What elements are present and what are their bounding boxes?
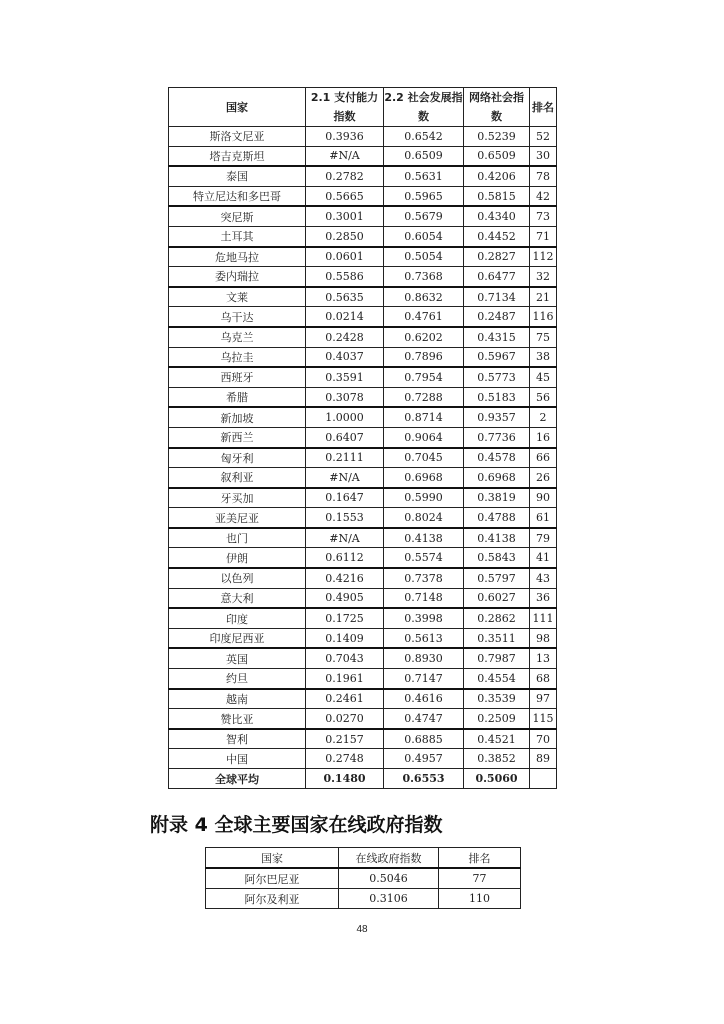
table-cell: 111: [530, 608, 557, 628]
table-row: [169, 468, 557, 488]
table-cell: 97: [530, 689, 557, 709]
table-cell: 0.5574: [384, 548, 464, 568]
table-row: [169, 347, 557, 367]
table-cell: 79: [530, 528, 557, 548]
table-cell: 土耳其: [169, 226, 306, 246]
table-cell: 0.3819: [464, 488, 530, 508]
table-row: [206, 868, 521, 889]
online-government-index-table: [205, 847, 521, 909]
table-cell: 89: [530, 749, 557, 769]
table-cell: 26: [530, 468, 557, 488]
table-cell: 新加坡: [169, 407, 306, 427]
table-cell: 0.6509: [384, 146, 464, 166]
table-cell: 0.4340: [464, 206, 530, 226]
table-cell: 77: [439, 868, 521, 889]
table-cell: 中国: [169, 749, 306, 769]
table-cell: 0.4206: [464, 166, 530, 186]
table-cell: 61: [530, 508, 557, 528]
table-cell: 0.0601: [306, 247, 384, 267]
table-cell: 0.8930: [384, 648, 464, 668]
table-cell: 0.7736: [464, 427, 530, 447]
table-row: [169, 127, 557, 147]
table-cell: [530, 769, 557, 789]
table-cell: 以色列: [169, 568, 306, 588]
table-cell: 0.7896: [384, 347, 464, 367]
table-cell: 0.7134: [464, 287, 530, 307]
table-cell: 伊朗: [169, 548, 306, 568]
table-cell: 41: [530, 548, 557, 568]
table-cell: 0.2862: [464, 608, 530, 628]
table-cell: 0.3106: [339, 889, 439, 909]
table-cell: 0.4761: [384, 307, 464, 327]
table-cell: 0.9064: [384, 427, 464, 447]
table-cell: 英国: [169, 648, 306, 668]
column-header: 国家: [206, 848, 339, 869]
table-cell: 0.3078: [306, 387, 384, 407]
table-cell: 0.2850: [306, 226, 384, 246]
table-cell: 0.2827: [464, 247, 530, 267]
table-cell: 0.4957: [384, 749, 464, 769]
table-cell: 0.4554: [464, 669, 530, 689]
table-cell: 智利: [169, 729, 306, 749]
table-row: [169, 628, 557, 648]
column-header: 2.1 支付能力指数: [306, 88, 384, 127]
table-cell: 叙利亚: [169, 468, 306, 488]
table-cell: 0.4315: [464, 327, 530, 347]
table-cell: 75: [530, 327, 557, 347]
table-cell: 0.4905: [306, 588, 384, 608]
table-row: [169, 307, 557, 327]
table-cell: 115: [530, 709, 557, 729]
table-cell: 0.4037: [306, 347, 384, 367]
table-cell: 30: [530, 146, 557, 166]
table-cell: 0.2487: [464, 307, 530, 327]
table-cell: 意大利: [169, 588, 306, 608]
table-row: [169, 407, 557, 427]
table-cell: #N/A: [306, 146, 384, 166]
table-cell: 0.2428: [306, 327, 384, 347]
table-cell: 38: [530, 347, 557, 367]
column-header: 国家: [169, 88, 306, 127]
table-cell: 0.7368: [384, 267, 464, 287]
table-row: [169, 709, 557, 729]
table-cell: 0.7043: [306, 648, 384, 668]
table-cell: 42: [530, 186, 557, 206]
table-cell: #N/A: [306, 528, 384, 548]
table-cell: 0.4216: [306, 568, 384, 588]
table-cell: 0.8024: [384, 508, 464, 528]
table-cell: 0.7148: [384, 588, 464, 608]
table-row: [169, 287, 557, 307]
column-header: 2.2 社会发展指数: [384, 88, 464, 127]
table-cell: 0.1409: [306, 628, 384, 648]
table-cell: 也门: [169, 528, 306, 548]
table-cell: 112: [530, 247, 557, 267]
table-row: [169, 448, 557, 468]
table-cell: 0.4616: [384, 689, 464, 709]
table-row: [169, 186, 557, 206]
table-cell: 0.4138: [384, 528, 464, 548]
table-cell: 78: [530, 166, 557, 186]
header-row: [169, 88, 557, 127]
table-cell: 36: [530, 588, 557, 608]
table-cell: 110: [439, 889, 521, 909]
table-cell: 0.1647: [306, 488, 384, 508]
table-cell: 阿尔巴尼亚: [206, 868, 339, 889]
table-cell: 90: [530, 488, 557, 508]
table-cell: 0.7045: [384, 448, 464, 468]
table-cell: 0.5046: [339, 868, 439, 889]
table-row: [169, 387, 557, 407]
table-cell: 突尼斯: [169, 206, 306, 226]
table-cell: 43: [530, 568, 557, 588]
table-cell: 0.7954: [384, 367, 464, 387]
table-cell: 68: [530, 669, 557, 689]
table-cell: 0.6885: [384, 729, 464, 749]
table-row: [169, 528, 557, 548]
table-row: [169, 488, 557, 508]
table-row: [169, 166, 557, 186]
table-cell: 0.5990: [384, 488, 464, 508]
table-cell: 0.6112: [306, 548, 384, 568]
table-cell: 0.6968: [384, 468, 464, 488]
table-cell: 0.6054: [384, 226, 464, 246]
table-cell: 0.3936: [306, 127, 384, 147]
table-cell: 斯洛文尼亚: [169, 127, 306, 147]
table-cell: 乌克兰: [169, 327, 306, 347]
column-header: 在线政府指数: [339, 848, 439, 869]
table-cell: 0.6407: [306, 427, 384, 447]
column-header: 网络社会指数: [464, 88, 530, 127]
table-cell: 0.8632: [384, 287, 464, 307]
table-cell: 0.5665: [306, 186, 384, 206]
table-cell: 32: [530, 267, 557, 287]
table-cell: 特立尼达和多巴哥: [169, 186, 306, 206]
table-cell: 希腊: [169, 387, 306, 407]
table-cell: 0.5586: [306, 267, 384, 287]
table-cell: 21: [530, 287, 557, 307]
table-cell: 0.6542: [384, 127, 464, 147]
table-cell: 0.4578: [464, 448, 530, 468]
table-row: [169, 749, 557, 769]
table-cell: 0.6027: [464, 588, 530, 608]
table-cell: 印度尼西亚: [169, 628, 306, 648]
table-cell: 0.3591: [306, 367, 384, 387]
table-row: [169, 427, 557, 447]
table-cell: 越南: [169, 689, 306, 709]
table-cell: 0.5843: [464, 548, 530, 568]
table-cell: 52: [530, 127, 557, 147]
table-cell: 0.5239: [464, 127, 530, 147]
column-header: 排名: [530, 88, 557, 127]
table-row: [169, 548, 557, 568]
table-cell: 新西兰: [169, 427, 306, 447]
table-cell: 0.5631: [384, 166, 464, 186]
network-society-index-table: [168, 87, 557, 789]
table-cell: 0.3001: [306, 206, 384, 226]
table-cell: 0.5965: [384, 186, 464, 206]
table-cell: 0.1480: [306, 769, 384, 789]
table-cell: 约旦: [169, 669, 306, 689]
table-cell: 0.7987: [464, 648, 530, 668]
table-cell: 乌干达: [169, 307, 306, 327]
table-cell: 2: [530, 407, 557, 427]
table-cell: 0.7288: [384, 387, 464, 407]
table-row: [169, 689, 557, 709]
header-row: [206, 848, 521, 869]
table-cell: 0.3852: [464, 749, 530, 769]
table-cell: 牙买加: [169, 488, 306, 508]
table-cell: 0.5815: [464, 186, 530, 206]
table-cell: 0.6477: [464, 267, 530, 287]
table-row: [169, 226, 557, 246]
table-cell: 0.4747: [384, 709, 464, 729]
table-cell: 乌拉圭: [169, 347, 306, 367]
table-cell: 危地马拉: [169, 247, 306, 267]
table-cell: 16: [530, 427, 557, 447]
table-cell: 116: [530, 307, 557, 327]
table-cell: 66: [530, 448, 557, 468]
table-row: [169, 669, 557, 689]
table-cell: 文莱: [169, 287, 306, 307]
table-row: [169, 267, 557, 287]
table-cell: 0.6509: [464, 146, 530, 166]
table-row: [169, 588, 557, 608]
table-cell: 0.5679: [384, 206, 464, 226]
appendix-heading: 附录 4 全球主要国家在线政府指数: [150, 814, 443, 836]
table-cell: 0.2157: [306, 729, 384, 749]
table-cell: 0.4138: [464, 528, 530, 548]
table-cell: 0.9357: [464, 407, 530, 427]
table-row: [169, 508, 557, 528]
table-cell: 0.2111: [306, 448, 384, 468]
table-cell: 0.5635: [306, 287, 384, 307]
table-cell: 0.2461: [306, 689, 384, 709]
table-row: [169, 146, 557, 166]
table-cell: 委内瑞拉: [169, 267, 306, 287]
table-row: [169, 367, 557, 387]
table-cell: 0.5054: [384, 247, 464, 267]
table-cell: 0.3511: [464, 628, 530, 648]
table-cell: 0.5967: [464, 347, 530, 367]
table-cell: 0.2509: [464, 709, 530, 729]
table-cell: 印度: [169, 608, 306, 628]
table-cell: 0.7147: [384, 669, 464, 689]
table-cell: 73: [530, 206, 557, 226]
table-cell: 0.3998: [384, 608, 464, 628]
table-cell: 0.5183: [464, 387, 530, 407]
table-cell: 赞比亚: [169, 709, 306, 729]
table-cell: 0.2748: [306, 749, 384, 769]
table-cell: 98: [530, 628, 557, 648]
table-cell: 0.0270: [306, 709, 384, 729]
page-number: 48: [356, 924, 368, 935]
table-cell: 泰国: [169, 166, 306, 186]
table-row: [169, 327, 557, 347]
table-cell: 0.5773: [464, 367, 530, 387]
average-row: [169, 769, 557, 789]
table-cell: 0.2782: [306, 166, 384, 186]
table-row: [169, 648, 557, 668]
table-cell: 0.1725: [306, 608, 384, 628]
table-cell: 71: [530, 226, 557, 246]
table-cell: 0.6202: [384, 327, 464, 347]
table-cell: 56: [530, 387, 557, 407]
column-header: 排名: [439, 848, 521, 869]
table-cell: 0.6553: [384, 769, 464, 789]
table-cell: 阿尔及利亚: [206, 889, 339, 909]
table-row: [169, 568, 557, 588]
table-cell: 13: [530, 648, 557, 668]
table-cell: 0.1553: [306, 508, 384, 528]
table-cell: 塔吉克斯坦: [169, 146, 306, 166]
table-row: [169, 206, 557, 226]
table-row: [169, 608, 557, 628]
table-cell: 0.4521: [464, 729, 530, 749]
table-cell: 0.5613: [384, 628, 464, 648]
table-cell: 0.5797: [464, 568, 530, 588]
table-cell: 45: [530, 367, 557, 387]
table-cell: 亚美尼亚: [169, 508, 306, 528]
table-cell: 0.8714: [384, 407, 464, 427]
table-cell: 西班牙: [169, 367, 306, 387]
table-row: [206, 889, 521, 909]
table-cell: 0.4788: [464, 508, 530, 528]
table-cell: 0.5060: [464, 769, 530, 789]
table-cell: 0.0214: [306, 307, 384, 327]
table-cell: 0.1961: [306, 669, 384, 689]
table-cell: 0.3539: [464, 689, 530, 709]
table-cell: 0.6968: [464, 468, 530, 488]
table-cell: #N/A: [306, 468, 384, 488]
table-cell: 0.7378: [384, 568, 464, 588]
table-cell: 全球平均: [169, 769, 306, 789]
table-cell: 0.4452: [464, 226, 530, 246]
table-cell: 70: [530, 729, 557, 749]
table-row: [169, 247, 557, 267]
table-cell: 匈牙利: [169, 448, 306, 468]
table-row: [169, 729, 557, 749]
table-cell: 1.0000: [306, 407, 384, 427]
